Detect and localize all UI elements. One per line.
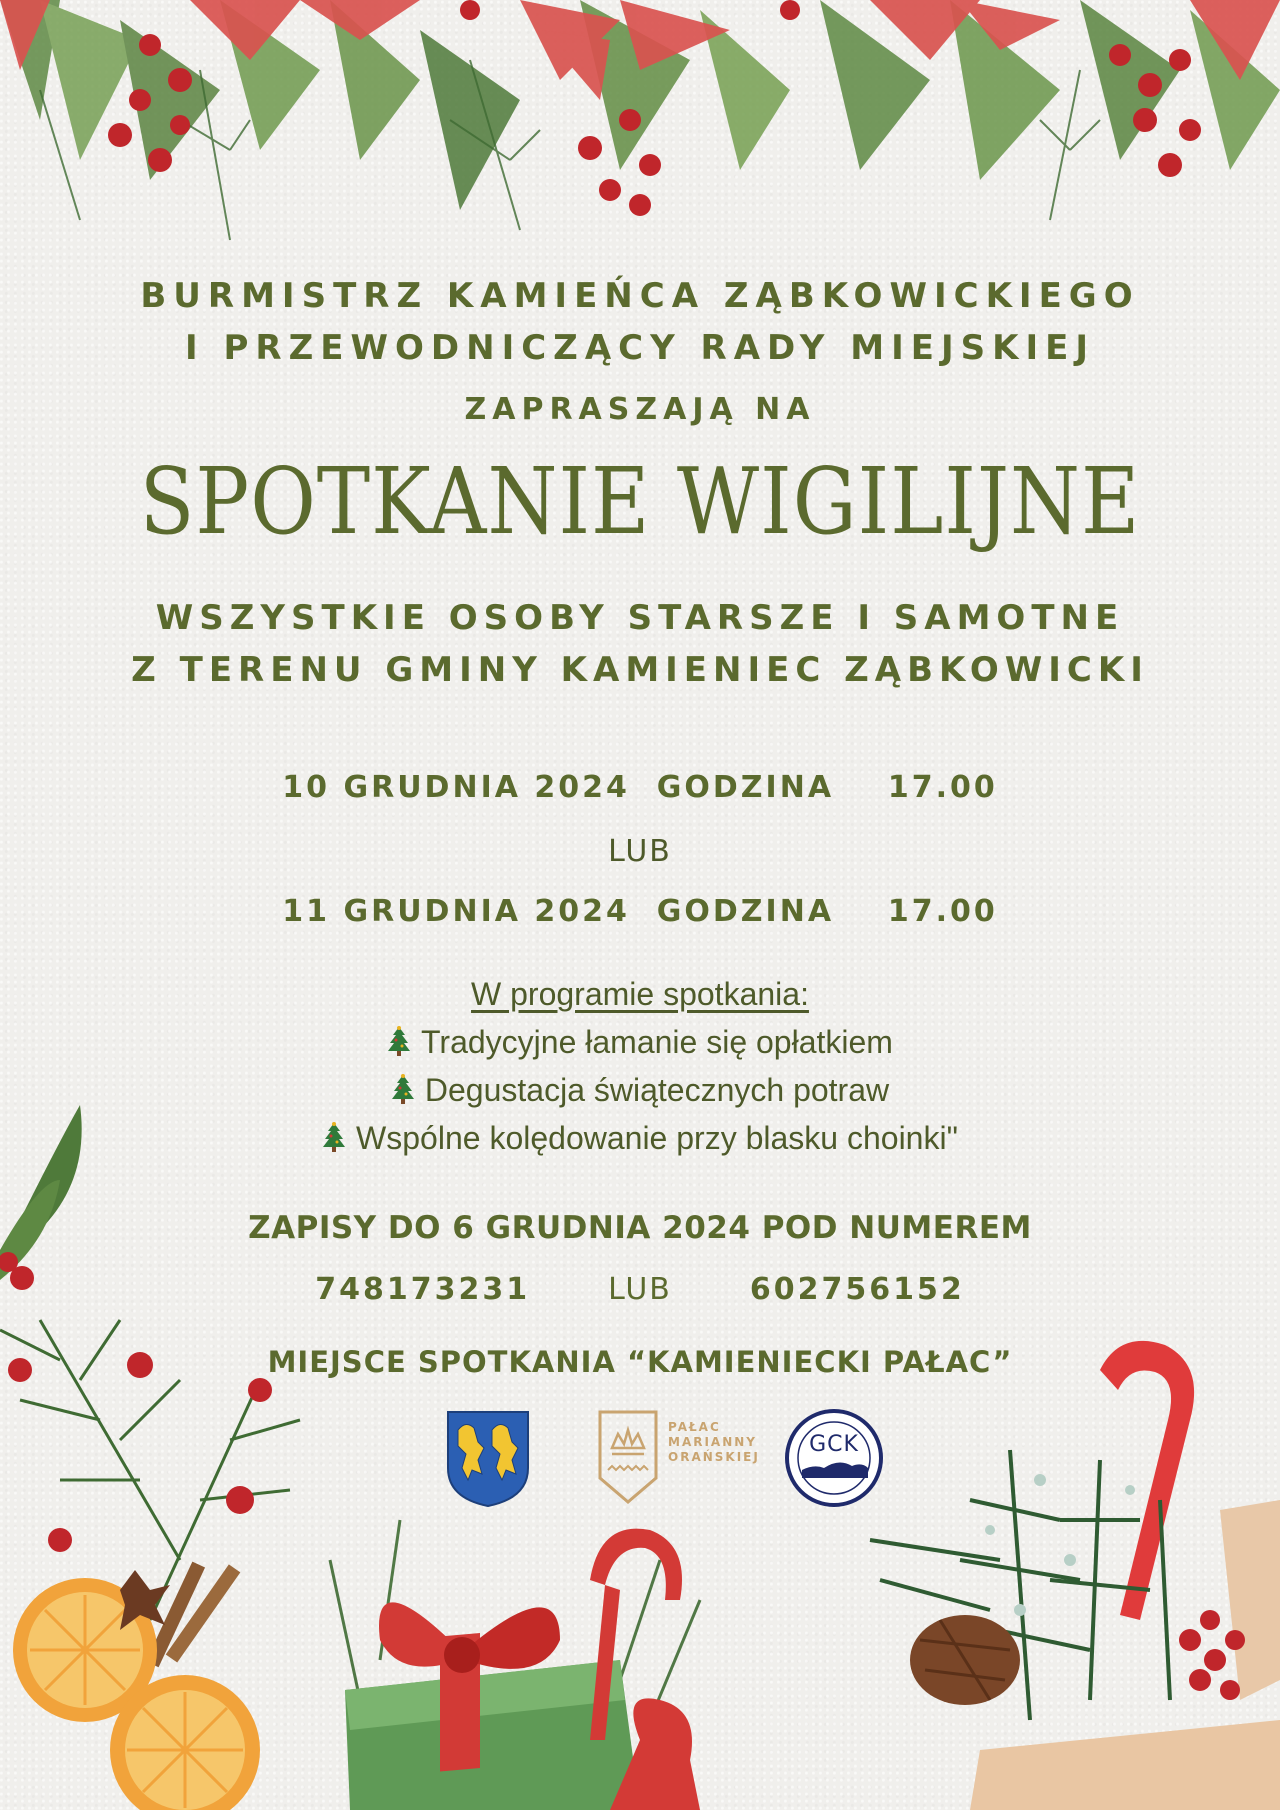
christmas-tree-icon [322, 1122, 346, 1152]
date-second [0, 894, 1280, 929]
invite-line: ZAPRASZAJĄ NA [464, 392, 816, 427]
phone-number-2[interactable]: 602756152 [749, 1272, 965, 1307]
program-item [0, 1114, 1280, 1162]
phone-number-1[interactable]: 748173231 [315, 1272, 531, 1307]
palace-logo-line-1: PAŁAC [668, 1420, 721, 1434]
christmas-tree-icon [391, 1074, 415, 1104]
program-item-text: Tradycyjne łamanie się opłatkiem [421, 1024, 893, 1060]
meeting-place: MIEJSCE SPOTKANIA “KAMIENIECKI PAŁAC” [267, 1345, 1013, 1379]
gck-logo [784, 1408, 884, 1508]
organizer-line-2: I PRZEWODNICZĄCY RADY MIEJSKIEJ [185, 328, 1095, 368]
date-second-text: 11 GRUDNIA 2024 GODZINA 17.00 [282, 894, 998, 929]
date-first [0, 770, 1280, 805]
phone-or: LUB [608, 1272, 672, 1307]
gck-logo-circle [784, 1408, 884, 1508]
audience-heading [0, 592, 1280, 696]
registration-text: ZAPISY DO 6 GRUDNIA 2024 POD NUMEREM [248, 1210, 1032, 1246]
organizer-heading [0, 270, 1280, 374]
program-item-text: Degustacja świątecznych potraw [424, 1072, 890, 1108]
christmas-tree-icon [387, 1026, 411, 1056]
date-first-text: 10 GRUDNIA 2024 GODZINA 17.00 [282, 770, 998, 805]
palace-logo-line-2: MARIANNY [668, 1435, 757, 1449]
phone-numbers [0, 1272, 1280, 1307]
date-or: LUB [608, 834, 672, 869]
palace-logo-line-3: ORAŃSKIEJ [668, 1450, 760, 1464]
program-item-text: Wspólne kolędowanie przy blasku choinki" [356, 1120, 958, 1156]
organizer-line-1: BURMISTRZ KAMIEŃCA ZĄBKOWICKIEGO [140, 276, 1140, 316]
program-section [0, 970, 1280, 1162]
program-item [0, 1066, 1280, 1114]
event-title: SPOTKANIE WIGILIJNE [139, 448, 1141, 555]
audience-line-1: WSZYSTKIE OSOBY STARSZE I SAMOTNE [155, 598, 1125, 638]
program-item [0, 1018, 1280, 1066]
gck-logo-text: GCK [809, 1432, 859, 1457]
palace-logo-text [668, 1420, 760, 1465]
coat-of-arms-logo [444, 1408, 532, 1508]
audience-line-2: Z TERENU GMINY KAMIENIEC ZĄBKOWICKI [131, 650, 1149, 690]
program-heading: W programie spotkania: [471, 976, 809, 1012]
palace-logo [596, 1408, 660, 1506]
